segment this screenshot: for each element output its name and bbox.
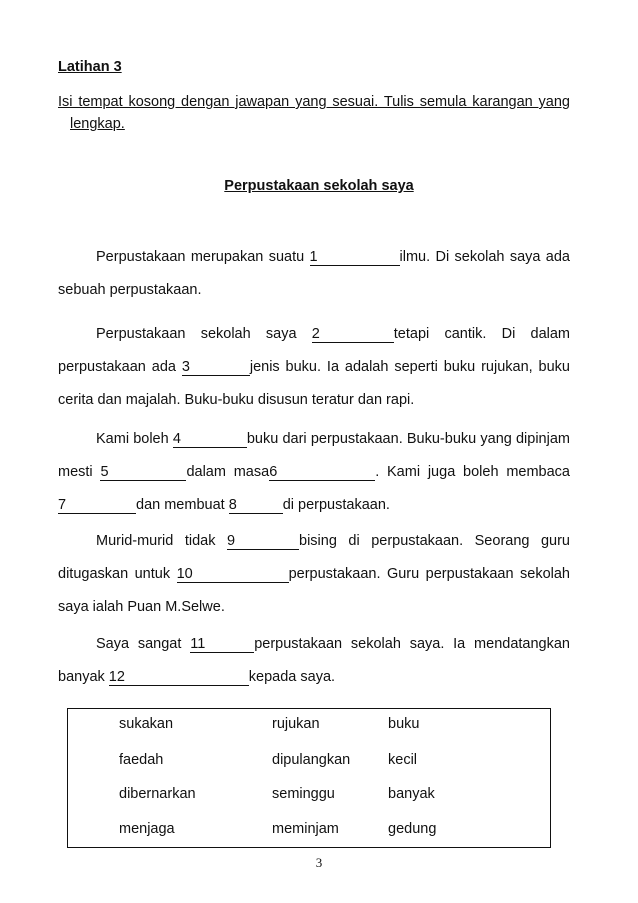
- paragraph-5: [58, 628, 570, 694]
- blank-3: 3: [182, 360, 250, 376]
- paragraph-text: Saya sangat: [96, 636, 191, 652]
- paragraph-1: [58, 241, 570, 307]
- word-bank-item: buku: [388, 716, 420, 732]
- paragraph-text: . Kami juga boleh membaca: [375, 464, 570, 480]
- blank-10: 10: [177, 567, 289, 583]
- paragraph-text: Perpustakaan merupakan suatu: [96, 249, 310, 265]
- page-number: 3: [315, 855, 323, 870]
- paragraph-4: [58, 525, 570, 624]
- blank-6: 6: [269, 465, 375, 481]
- blank-9: 9: [227, 534, 299, 550]
- exercise-heading: Latihan 3: [58, 59, 122, 75]
- blank-8: 8: [229, 498, 283, 514]
- word-bank-box: [67, 708, 551, 848]
- paragraph-text: bising di perpustakaan. Seorang guru ditugaskan untuk: [58, 533, 571, 582]
- word-bank-item: sukakan: [119, 716, 174, 732]
- paragraph-text: Perpustakaan sekolah saya: [96, 326, 312, 342]
- word-bank-item: banyak: [388, 786, 435, 802]
- paragraph-text: perpustakaan. Guru perpustakaan sekolah saya ialah Puan M.Selwe.: [58, 566, 570, 615]
- blank-2: 2: [312, 327, 394, 343]
- word-bank-item: dipulangkan: [272, 752, 351, 768]
- paragraph-text: buku dari perpustakaan. Buku-buku yang dipinjam mesti: [58, 431, 570, 480]
- blank-12: 12: [109, 670, 249, 686]
- blank-1: 1: [310, 250, 400, 266]
- paragraph-text: dan membuat: [136, 497, 229, 513]
- word-bank-item: meminjam: [272, 821, 339, 837]
- word-bank-item: menjaga: [119, 821, 175, 837]
- paragraph-2: [58, 318, 570, 417]
- word-bank-item: rujukan: [272, 716, 320, 732]
- word-bank-item: faedah: [119, 752, 164, 768]
- blank-7: 7: [58, 498, 136, 514]
- blank-5: 5: [100, 465, 186, 481]
- paragraph-text: tetapi cantik. Di dalam perpustakaan ada: [58, 326, 571, 375]
- paragraph-text: dalam masa: [186, 464, 270, 480]
- blank-4: 4: [173, 432, 247, 448]
- essay-title: Perpustakaan sekolah saya: [224, 178, 414, 194]
- blank-11: 11: [190, 637, 254, 653]
- word-bank-item: dibernarkan: [119, 786, 196, 802]
- paragraph-text: kepada saya.: [248, 669, 336, 685]
- word-bank-item: seminggu: [272, 786, 335, 802]
- paragraph-text: Kami boleh: [96, 431, 173, 447]
- word-bank-item: gedung: [388, 821, 437, 837]
- paragraph-text: perpustakaan sekolah saya. Ia mendatangkan banyak: [58, 636, 570, 685]
- paragraph-text: di perpustakaan.: [282, 497, 390, 513]
- paragraph-text: Murid-murid tidak: [96, 533, 228, 549]
- word-bank-item: kecil: [388, 752, 418, 768]
- instruction-text: Isi tempat kosong dengan jawapan yang sesuai. Tulis semula karangan yang lengkap.: [58, 94, 570, 132]
- paragraph-3: [58, 423, 570, 522]
- paragraph-text: jenis buku. Ia adalah seperti buku rujukan, buku cerita dan majalah. Buku-buku disusun teratur dan rapi.: [58, 359, 570, 408]
- paragraph-text: ilmu. Di sekolah saya ada sebuah perpustakaan.: [58, 249, 570, 298]
